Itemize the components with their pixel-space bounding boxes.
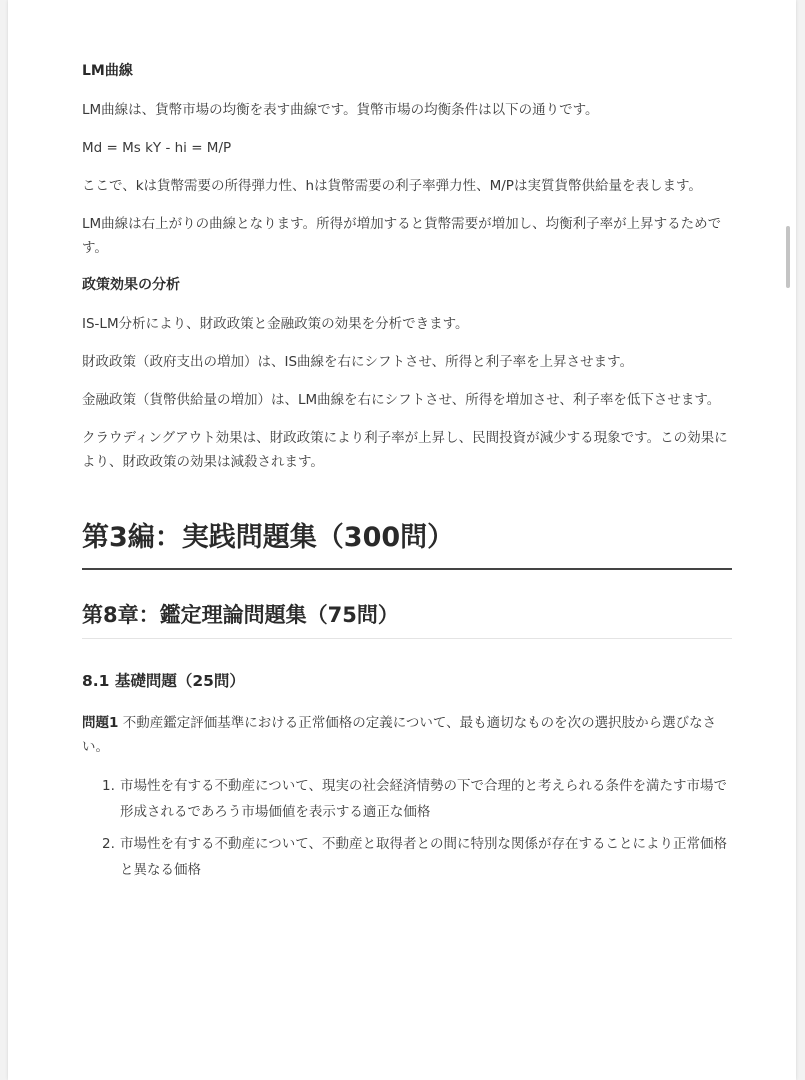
question-1-options — [82, 773, 732, 883]
policy-paragraph-1: IS-LM分析により、財政政策と金融政策の効果を分析できます。 — [82, 316, 469, 332]
option-item — [82, 831, 732, 883]
scrollbar[interactable] — [786, 226, 790, 288]
lm-paragraph-2: ここで、kは貨幣需要の所得弾力性、hは貨幣需要の利子率弾力性、M/Pは実質貨幣供給量を表します。 — [82, 178, 702, 194]
policy-paragraph-3: 金融政策（貨幣供給量の増加）は、LM曲線を右にシフトさせ、所得を増加させ、利子率を低下させます。 — [82, 392, 721, 408]
option-number: 1. — [102, 778, 115, 794]
question-1-text: 不動産鑑定評価基準における正常価格の定義について、最も適切なものを次の選択肢から選びなさい。 — [82, 715, 717, 755]
option-text: 市場性を有する不動産について、不動産と取得者との間に特別な関係が存在することにより正常価格と異なる価格 — [120, 836, 727, 878]
lm-paragraph-1: LM曲線は、貨幣市場の均衡を表す曲線です。貨幣市場の均衡条件は以下の通りです。 — [82, 102, 599, 118]
policy-paragraph-2: 財政政策（政府支出の増加）は、IS曲線を右にシフトさせ、所得と利子率を上昇させます。 — [82, 354, 634, 370]
question-1 — [82, 711, 732, 759]
lm-paragraph-3: LM曲線は右上がりの曲線となります。所得が増加すると貨幣需要が増加し、均衡利子率が上昇するためです。 — [82, 216, 722, 256]
option-item — [82, 773, 732, 825]
question-1-label: 問題1 — [82, 715, 119, 731]
option-number: 2. — [102, 836, 115, 852]
chapter-8-title: 第8章：鑑定理論問題集（75問） — [82, 600, 732, 639]
policy-paragraph-4: クラウディングアウト効果は、財政政策により利子率が上昇し、民間投資が減少する現象です。この効果により、財政政策の効果は減殺されます。 — [82, 430, 728, 470]
lm-formula: Md = Ms kY - hi = M/P — [82, 140, 232, 156]
document-page — [8, 0, 796, 1080]
part-3-title: 第3編：実践問題集（300問） — [82, 520, 732, 570]
option-text: 市場性を有する不動産について、現実の社会経済情勢の下で合理的と考えられる条件を満たす市場で形成されるであろう市場価値を表示する適正な価格 — [120, 778, 727, 820]
section-8-1-title: 8.1 基礎問題（25問） — [82, 672, 245, 690]
document-content — [82, 50, 732, 889]
lm-curve-heading: LM曲線 — [82, 63, 133, 79]
policy-effect-heading: 政策効果の分析 — [82, 277, 180, 293]
